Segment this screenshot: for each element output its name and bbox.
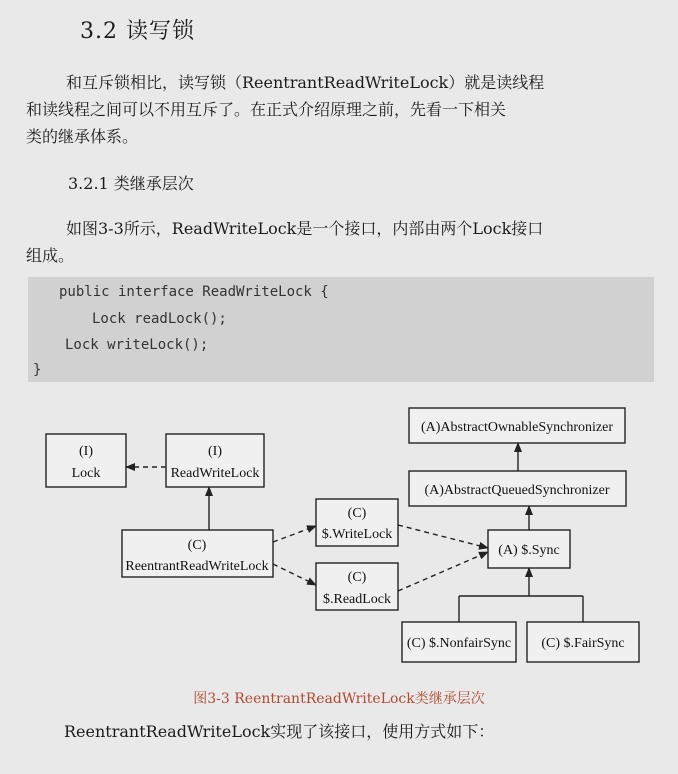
code-line-3: Lock writeLock();: [65, 337, 209, 353]
section-title: 3.2 读写锁: [80, 19, 195, 44]
intro-line-3: 类的继承体系。: [26, 127, 139, 146]
code-line-1: public interface ReadWriteLock {: [59, 284, 329, 300]
class-hierarchy-diagram: [0, 400, 678, 685]
lock-name: Lock: [71, 466, 101, 481]
code-block: [28, 277, 654, 382]
rwl-name: ReadWriteLock: [170, 466, 260, 481]
intro-paragraph: [26, 69, 656, 150]
aqs-name: (A)AbstractQueuedSynchronizer: [424, 483, 610, 498]
intro-line-2: 和读线程之间可以不用互斥了。在正式介绍原理之前，先看一下相关: [26, 100, 507, 119]
rrwl-to-readlock-arrow: [273, 564, 316, 585]
figure-intro-line-2: 组成。: [26, 246, 75, 265]
usage-paragraph: ReentrantReadWriteLock实现了该接口，使用方式如下：: [64, 722, 495, 741]
writelock-kind: (C): [347, 506, 367, 521]
code-line-4: }: [33, 362, 42, 378]
readlock-to-sync-arrow: [398, 552, 488, 591]
readlock-kind: (C): [347, 570, 367, 585]
aos-name: (A)AbstractOwnableSynchronizer: [420, 420, 614, 435]
writelock-name: $.WriteLock: [321, 527, 393, 542]
lock-kind: (I): [79, 444, 93, 459]
code-line-2: Lock readLock();: [92, 311, 227, 327]
fair-sync-name: (C) $.FairSync: [541, 636, 625, 651]
figure-caption: 图3-3 ReentrantReadWriteLock类继承层次: [193, 691, 485, 707]
readlock-name: $.ReadLock: [322, 592, 392, 607]
nonfair-sync-name: (C) $.NonfairSync: [406, 636, 512, 651]
rwl-kind: (I): [208, 444, 222, 459]
rrwl-name: ReentrantReadWriteLock: [125, 559, 269, 574]
rrwl-to-writelock-arrow: [273, 526, 316, 542]
rrwl-kind: (C): [187, 538, 207, 553]
writelock-to-sync-arrow: [398, 525, 488, 548]
sync-name: (A) $.Sync: [498, 543, 560, 558]
intro-line-1: 和互斥锁相比，读写锁（ReentrantReadWriteLock）就是读线程: [66, 73, 545, 92]
figure-intro-paragraph: [26, 215, 656, 269]
figure-intro-line-1: 如图3-3所示，ReadWriteLock是一个接口，内部由两个Lock接口: [66, 219, 544, 238]
subsection-title: 3.2.1 类继承层次: [68, 174, 194, 193]
